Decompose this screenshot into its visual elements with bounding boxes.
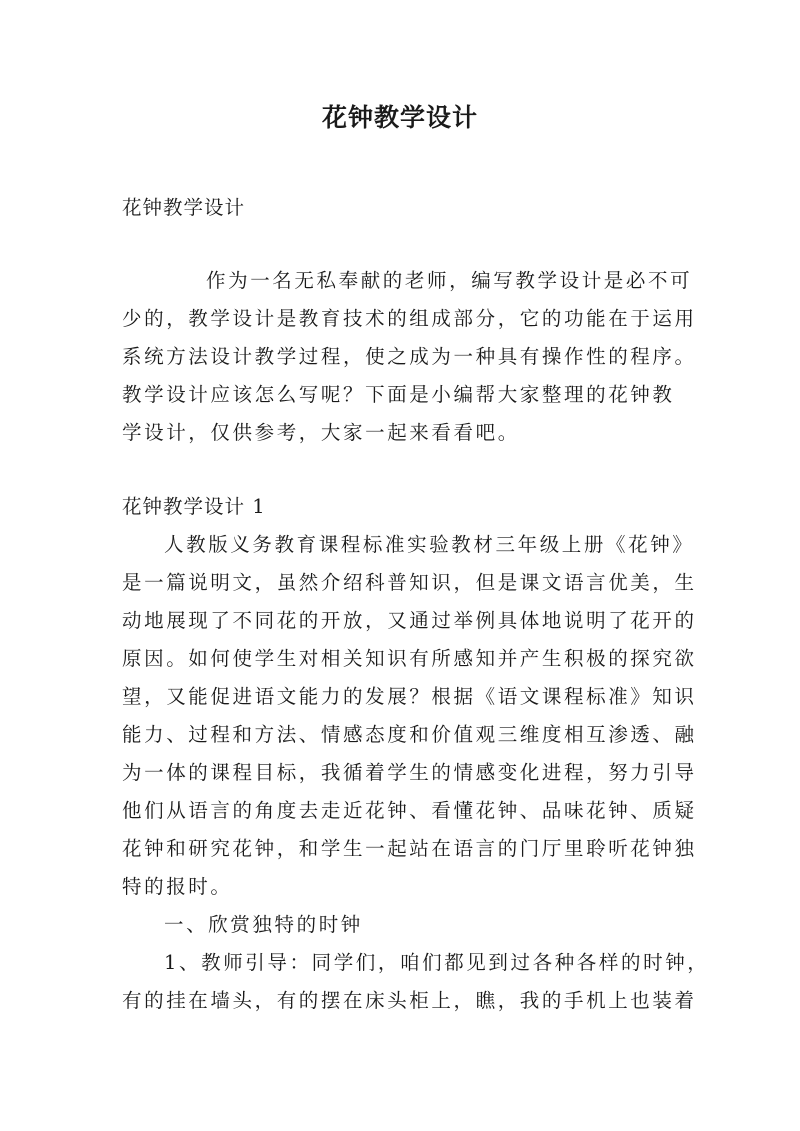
body-line: 1、教师引导：同学们，咱们都见到过各种各样的时钟， xyxy=(164,951,710,974)
section-heading: 花钟教学设计 1 xyxy=(122,495,266,518)
intro-line: 系统方法设计教学过程，使之成为一种具有操作性的程序。 xyxy=(122,345,697,368)
body-line: 他们从语言的角度去走近花钟、看懂花钟、品味花钟、质疑 xyxy=(122,799,697,822)
body-line: 有的挂在墙头，有的摆在床头柜上，瞧，我的手机上也装着 xyxy=(122,989,697,1012)
body-line: 是一篇说明文，虽然介绍科普知识，但是课文语言优美，生 xyxy=(122,571,697,594)
document-subtitle: 花钟教学设计 xyxy=(122,196,246,219)
body-line: 为一体的课程目标，我循着学生的情感变化进程，努力引导 xyxy=(122,761,697,784)
body-line: 能力、过程和方法、情感态度和价值观三维度相互渗透、融 xyxy=(122,723,697,746)
intro-line: 少的，教学设计是教育技术的组成部分，它的功能在于运用 xyxy=(122,307,697,330)
intro-line: 教学设计应该怎么写呢？下面是小编帮大家整理的花钟教 xyxy=(122,383,675,406)
intro-line: 学设计，仅供参考，大家一起来看看吧。 xyxy=(122,421,520,444)
body-line: 一、欣赏独特的时钟 xyxy=(164,913,363,936)
intro-line: 作为一名无私奉献的老师，编写教学设计是必不可 xyxy=(206,269,693,292)
document-title: 花钟教学设计 xyxy=(321,103,478,132)
body-line: 人教版义务教育课程标准实验教材三年级上册《花钟》 xyxy=(164,533,695,556)
body-line: 花钟和研究花钟，和学生一起站在语言的门厅里聆听花钟独 xyxy=(122,837,697,860)
body-line: 特的报时。 xyxy=(122,875,233,898)
body-line: 原因。如何使学生对相关知识有所感知并产生积极的探究欲 xyxy=(122,647,697,670)
body-line: 望，又能促进语文能力的发展？根据《语文课程标准》知识 xyxy=(122,685,697,708)
body-line: 动地展现了不同花的开放，又通过举例具体地说明了花开的 xyxy=(122,609,697,632)
